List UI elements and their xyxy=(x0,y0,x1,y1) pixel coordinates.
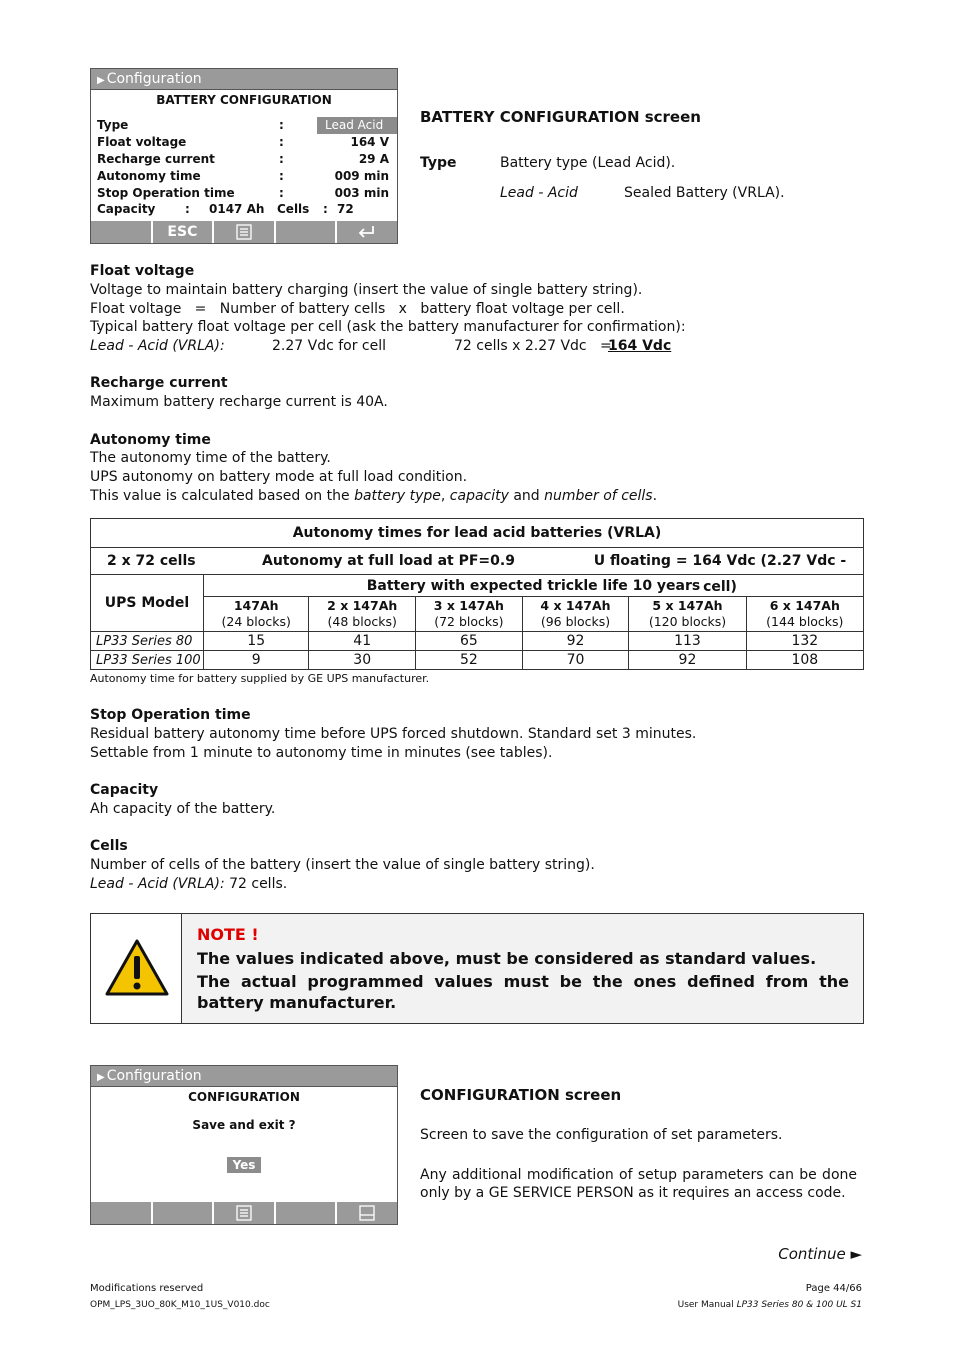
text: , xyxy=(440,488,450,504)
capacity-heading: Capacity xyxy=(90,782,159,798)
save-question: Save and exit ? xyxy=(192,1118,296,1132)
value-cell: 52 xyxy=(416,651,523,670)
value-cell: 65 xyxy=(416,632,523,651)
save-button[interactable] xyxy=(335,1202,397,1224)
enter-button[interactable] xyxy=(335,221,397,243)
float-line2: Float voltage = Number of battery cells x battery float voltage per cell. xyxy=(90,301,625,317)
col-blocks: (72 blocks) xyxy=(434,614,504,629)
column-header xyxy=(522,597,629,632)
col-ah: 4 x 147Ah xyxy=(540,598,611,613)
row-value: 164 V xyxy=(350,135,389,149)
type-option-desc: Sealed Battery (VRLA). xyxy=(624,185,785,201)
row-label: Autonomy time xyxy=(97,169,201,183)
battery-config-lcd xyxy=(90,68,398,244)
model-cell: LP33 Series 80 xyxy=(91,632,204,651)
row-colon: : xyxy=(279,169,284,183)
text-italic: Lead - Acid (VRLA): xyxy=(90,876,225,892)
lcd-row-type[interactable] xyxy=(97,117,389,134)
config-screen-p1: Screen to save the configuration of set parameters. xyxy=(420,1127,783,1143)
battery-screen-heading: BATTERY CONFIGURATION screen xyxy=(420,108,701,126)
column-header xyxy=(309,597,416,632)
list-icon xyxy=(236,224,252,240)
col-blocks: (96 blocks) xyxy=(540,614,611,629)
float-line1: Voltage to maintain battery charging (insert the value of single battery string). xyxy=(90,282,643,298)
col-ah: 5 x 147Ah xyxy=(652,598,723,613)
autonomy-line3 xyxy=(90,487,657,506)
recharge-line1: Maximum battery recharge current is 40A. xyxy=(90,394,388,410)
column-header xyxy=(416,597,523,632)
value-cell: 9 xyxy=(204,651,309,670)
column-header xyxy=(204,597,309,632)
config-screen-p2: Any additional modification of setup parameters can be done only by a GE SERVICE PERSON as it requires an access code. xyxy=(420,1167,857,1201)
col-ah: 2 x 147Ah xyxy=(327,598,398,613)
model-cell: LP33 Series 100 xyxy=(91,651,204,670)
value-cell: 92 xyxy=(522,632,629,651)
value-cell: 108 xyxy=(746,651,863,670)
list-button[interactable] xyxy=(212,1202,274,1224)
row-value: 009 min xyxy=(334,169,389,183)
row-colon: : xyxy=(323,202,328,216)
value-cell: 41 xyxy=(309,632,416,651)
lcd-title-bar xyxy=(91,69,397,90)
lcd-row-float-voltage xyxy=(97,134,389,151)
group-header: Battery with expected trickle life 10 years xyxy=(204,575,864,597)
text: This value is calculated based on the xyxy=(90,488,355,504)
row-colon: : xyxy=(279,186,284,200)
row-label: Recharge current xyxy=(97,152,215,166)
float-example-calc: 72 cells x 2.27 Vdc = xyxy=(454,338,612,354)
col-ah: 147Ah xyxy=(233,598,279,613)
softkey-1[interactable] xyxy=(91,221,151,243)
row-label: Stop Operation time xyxy=(97,186,235,200)
stop-line1: Residual battery autonomy time before UPS forced shutdown. Standard set 3 minutes. xyxy=(90,726,697,742)
lcd-subtitle: CONFIGURATION xyxy=(188,1090,300,1104)
model-header: UPS Model xyxy=(91,575,204,632)
cells-label: Cells xyxy=(277,202,310,216)
stop-heading: Stop Operation time xyxy=(90,707,251,723)
configuration-lcd xyxy=(90,1065,398,1225)
lcd-row-recharge-current xyxy=(97,151,389,168)
row-label: Capacity xyxy=(97,202,156,216)
config-screen-heading: CONFIGURATION screen xyxy=(420,1086,622,1104)
value-cell: 70 xyxy=(522,651,629,670)
autonomy-line1: The autonomy time of the battery. xyxy=(90,450,331,466)
enter-icon xyxy=(358,225,376,239)
float-voltage-heading: Float voltage xyxy=(90,263,195,279)
row-label: Float voltage xyxy=(97,135,187,149)
type-value-selected[interactable]: Lead Acid xyxy=(317,117,397,134)
lcd-title: Configuration xyxy=(106,1068,202,1084)
col-ah: 6 x 147Ah xyxy=(769,598,840,613)
row-label: Type xyxy=(97,118,129,132)
cells-value: 72 xyxy=(337,202,354,216)
column-header xyxy=(629,597,746,632)
caret-right-icon: ▶ xyxy=(97,1072,105,1083)
col-blocks: (48 blocks) xyxy=(327,614,397,629)
footer-manual xyxy=(678,1300,862,1310)
table-title: Autonomy times for lead acid batteries (VRLA) xyxy=(91,519,864,548)
lcd-title-bar xyxy=(91,1066,397,1087)
value-cell: 30 xyxy=(309,651,416,670)
type-option: Lead - Acid xyxy=(500,185,578,201)
table-row xyxy=(91,632,864,651)
warning-icon xyxy=(104,938,170,998)
table-footnote: Autonomy time for battery supplied by GE UPS manufacturer. xyxy=(90,672,430,685)
col-blocks: (24 blocks) xyxy=(221,614,291,629)
list-icon xyxy=(236,1205,252,1221)
row-colon: : xyxy=(185,202,190,216)
cells-line2 xyxy=(90,875,287,894)
col-blocks: (144 blocks) xyxy=(766,614,844,629)
load-cond: Autonomy at full load at PF=0.9 xyxy=(262,553,515,569)
row-value: 003 min xyxy=(334,186,389,200)
float-line3: Typical battery float voltage per cell (ask the battery manufacturer for confirmation): xyxy=(90,319,686,335)
text-italic: capacity xyxy=(449,488,509,504)
text: . xyxy=(652,488,658,504)
lcd-row-capacity xyxy=(97,201,389,218)
floating-cond: U floating = 164 Vdc (2.27 Vdc - cell) xyxy=(593,553,847,595)
table-row xyxy=(91,651,864,670)
note-line1: The values indicated above, must be considered as standard values. xyxy=(197,949,817,968)
note-line2: The actual programmed values must be the ones defined from the battery manufacturer. xyxy=(197,972,849,1012)
note-title: NOTE ! xyxy=(197,925,259,944)
autonomy-table xyxy=(90,518,864,670)
lcd-row-stop-operation xyxy=(97,185,389,202)
text: 72 cells. xyxy=(224,876,288,892)
cells-heading: Cells xyxy=(90,838,128,854)
capacity-value: 0147 Ah xyxy=(209,202,265,216)
footer-left1: Modifications reserved xyxy=(90,1283,204,1294)
cells-line1: Number of cells of the battery (insert the value of single battery string). xyxy=(90,857,595,873)
capacity-line1: Ah capacity of the battery. xyxy=(90,801,276,817)
esc-button[interactable]: ESC xyxy=(151,221,213,243)
stop-line2: Settable from 1 minute to autonomy time in minutes (see tables). xyxy=(90,745,553,761)
lcd-row-autonomy-time xyxy=(97,168,389,185)
value-cell: 92 xyxy=(629,651,746,670)
text-italic: LP33 Series 80 & 100 UL S1 xyxy=(736,1300,862,1310)
float-example-value: 2.27 Vdc for cell xyxy=(272,338,387,354)
softkey-4[interactable] xyxy=(274,221,336,243)
text: and xyxy=(508,488,545,504)
row-value: 29 A xyxy=(358,152,389,166)
softkey-1[interactable] xyxy=(91,1202,151,1224)
warning-icon-cell xyxy=(91,914,182,1023)
lcd-subtitle: BATTERY CONFIGURATION xyxy=(156,93,332,107)
value-cell: 132 xyxy=(746,632,863,651)
text: User Manual xyxy=(677,1300,737,1310)
lcd-softkey-bar xyxy=(91,1202,397,1224)
value-cell: 113 xyxy=(629,632,746,651)
answer-wrap xyxy=(91,1154,397,1173)
float-example-label: Lead - Acid (VRLA): xyxy=(90,338,225,354)
softkey-4[interactable] xyxy=(274,1202,336,1224)
note-box xyxy=(90,913,864,1024)
autonomy-heading: Autonomy time xyxy=(90,432,211,448)
softkey-2[interactable] xyxy=(151,1202,213,1224)
row-colon: : xyxy=(279,152,284,166)
text-italic: number of cells xyxy=(544,488,653,504)
autonomy-line2: UPS autonomy on battery mode at full load condition. xyxy=(90,469,468,485)
footer-left2: OPM_LPS_3UO_80K_M10_1US_V010.doc xyxy=(90,1300,270,1310)
col-ah: 3 x 147Ah xyxy=(433,598,504,613)
recharge-heading: Recharge current xyxy=(90,375,228,391)
row-colon: : xyxy=(279,118,284,132)
col-blocks: (120 blocks) xyxy=(648,614,727,629)
column-header xyxy=(746,597,863,632)
lcd-title: Configuration xyxy=(106,71,202,87)
value-cell: 15 xyxy=(204,632,309,651)
lcd-softkey-bar xyxy=(91,221,397,243)
continue-link[interactable]: Continue ► xyxy=(778,1245,862,1263)
footer-page: Page 44/66 xyxy=(805,1283,862,1294)
caret-right-icon: ▶ xyxy=(97,75,105,86)
row-colon: : xyxy=(279,135,284,149)
type-label: Type xyxy=(420,155,457,171)
text-italic: battery type xyxy=(354,488,441,504)
save-icon xyxy=(359,1205,375,1221)
type-desc: Battery type (Lead Acid). xyxy=(500,155,676,171)
float-example-result: 164 Vdc xyxy=(608,338,672,354)
yes-option[interactable]: Yes xyxy=(227,1157,262,1173)
cells-cond: 2 x 72 cells xyxy=(107,553,196,569)
list-button[interactable] xyxy=(212,221,274,243)
